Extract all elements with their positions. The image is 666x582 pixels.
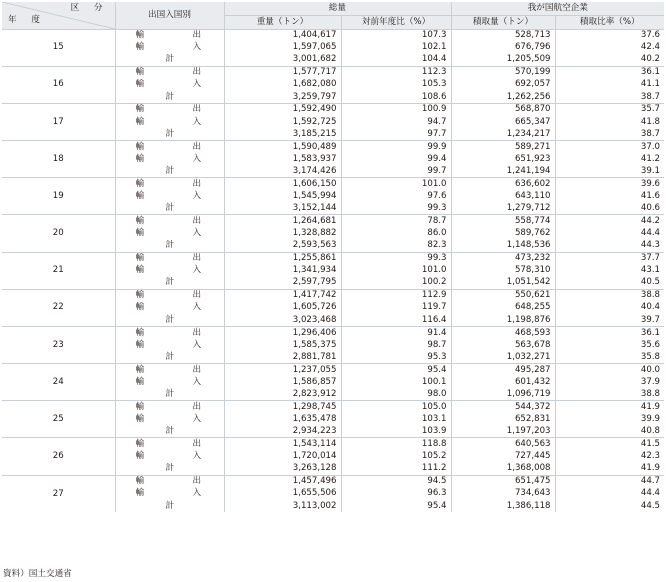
table-row [2,215,664,227]
weight-cell: 1,605,726 [224,302,341,314]
share-cell: 37.6 [555,29,664,41]
direction-label-first: 輸 [135,265,145,276]
weight-cell: 1,298,745 [224,401,341,413]
yoy-cell: 105.0 [341,401,451,413]
jp-weight-cell: 636,602 [451,178,555,190]
yoy-cell: 105.2 [341,450,451,462]
yoy-cell: 108.6 [341,91,451,103]
share-cell: 39.6 [555,178,664,190]
weight-cell: 2,823,912 [224,388,341,400]
year-cell: 15 [2,29,115,66]
direction-cell [115,54,224,66]
jp-weight-cell: 473,232 [451,252,555,264]
weight-cell: 3,001,682 [224,54,341,66]
weight-cell: 1,545,994 [224,190,341,202]
direction-total-label: 計 [165,314,175,325]
share-cell: 37.0 [555,141,664,153]
direction-label-second: 出 [192,364,202,375]
direction-cell [115,339,224,351]
direction-label-first: 輸 [135,414,145,424]
direction-label-second: 出 [192,290,202,301]
jp-weight-cell: 550,621 [451,289,555,301]
weight-cell: 3,152,144 [224,202,341,214]
direction-cell [115,364,224,376]
direction-cell [115,91,224,103]
weight-header: 重量（トン） [224,15,341,29]
share-cell: 39.1 [640,165,661,176]
jp-weight-cell: 1,386,118 [451,500,555,512]
yoy-cell: 91.4 [341,326,451,338]
share-cell: 38.8 [640,388,661,399]
jp-weight-cell: 643,110 [451,190,555,202]
jp-weight-cell: 1,368,008 [451,463,555,475]
share-cell: 44.7 [555,475,664,487]
direction-cell [115,314,224,326]
table-row [2,401,664,413]
jp-weight-cell: 589,271 [451,141,555,153]
direction-label-second: 入 [192,376,202,387]
yoy-cell: 100.2 [341,277,451,289]
direction-cell [115,165,224,177]
table-row [2,29,664,41]
weight-cell: 3,113,002 [224,500,341,512]
share-cell: 42.4 [640,42,661,53]
share-cell: 40.6 [640,203,661,214]
year-cell: 27 [2,475,115,512]
weight-cell: 1,264,681 [224,215,341,227]
direction-cell [115,326,224,338]
direction-label-second: 出 [192,104,202,115]
direction-total-label: 計 [165,351,175,362]
weight-cell: 1,328,882 [224,227,341,239]
weight-cell: 1,682,080 [224,79,341,91]
share-cell: 41.5 [555,438,664,450]
jp-weight-cell: 692,057 [451,79,555,91]
direction-label-second: 出 [192,30,202,41]
direction-label-first: 輸 [135,190,145,201]
direction-label-first: 輸 [135,439,145,450]
jp-weight-cell: 1,051,542 [451,277,555,289]
direction-header: 出国入国別 [115,2,224,29]
jp-weight-cell: 1,279,712 [451,202,555,214]
yoy-cell: 95.4 [341,364,451,376]
jp-weight-cell: 570,199 [451,66,555,78]
direction-label-first: 輸 [135,327,145,338]
yoy-cell: 97.7 [341,128,451,140]
direction-cell [115,289,224,301]
direction-label-first: 輸 [135,401,145,412]
weight-cell: 1,720,014 [224,450,341,462]
direction-cell [115,116,224,128]
share-cell: 38.8 [555,289,664,301]
yoy-header: 対前年度比（%） [341,15,451,29]
direction-label-second: 出 [192,327,202,338]
jp-weight-cell: 676,796 [451,41,555,53]
table-row [2,438,664,450]
direction-label-first: 輸 [135,290,145,301]
jp-weight-cell: 651,475 [451,475,555,487]
yoy-cell: 118.8 [341,438,451,450]
direction-cell [115,426,224,438]
yoy-cell: 111.2 [341,463,451,475]
jp-weight-cell: 528,713 [451,29,555,41]
direction-cell [115,79,224,91]
yoy-cell: 100.1 [341,376,451,388]
direction-label-first: 輸 [135,488,145,499]
yoy-cell: 112.3 [341,66,451,78]
share-cell: 38.7 [640,91,661,102]
direction-label-first: 輸 [135,42,145,53]
share-cell: 35.7 [555,103,664,115]
direction-label-second: 出 [192,476,202,487]
direction-label-first: 輸 [135,178,145,189]
share-cell: 41.6 [640,190,661,201]
share-cell: 35.8 [640,351,661,362]
yoy-cell: 116.4 [341,314,451,326]
direction-cell [115,103,224,115]
yoy-cell: 102.1 [341,41,451,53]
weight-cell: 1,417,742 [224,289,341,301]
direction-cell [115,240,224,252]
direction-cell [115,66,224,78]
yoy-cell: 99.3 [341,252,451,264]
year-cell: 25 [2,401,115,438]
direction-label-first: 輸 [135,339,145,350]
weight-cell: 1,296,406 [224,326,341,338]
table-row [2,326,664,338]
yoy-cell: 97.6 [341,190,451,202]
direction-cell [115,215,224,227]
share-cell: 44.5 [640,500,661,511]
direction-label-first: 輸 [135,228,145,239]
direction-label-second: 入 [192,228,202,239]
weight-cell: 3,174,426 [224,165,341,177]
year-cell: 24 [2,364,115,401]
yoy-cell: 101.0 [341,264,451,276]
share-cell: 44.2 [555,215,664,227]
direction-total-label: 計 [165,203,175,214]
direction-cell [115,128,224,140]
year-cell: 22 [2,289,115,326]
yoy-cell: 94.7 [341,116,451,128]
weight-cell: 1,457,496 [224,475,341,487]
direction-cell [115,376,224,388]
yoy-cell: 104.4 [341,54,451,66]
jp-weight-cell: 495,287 [451,364,555,376]
direction-cell [115,227,224,239]
yoy-cell: 103.1 [341,413,451,425]
direction-label-first: 輸 [135,30,145,41]
direction-cell [115,141,224,153]
weight-cell: 3,185,215 [224,128,341,140]
jp-carrier-group-header: 我が国航空企業 [451,2,664,15]
yoy-cell: 98.7 [341,339,451,351]
direction-cell [115,153,224,165]
year-cell: 23 [2,326,115,363]
weight-cell: 1,585,375 [224,339,341,351]
direction-label-second: 出 [192,401,202,412]
direction-label-second: 入 [192,414,202,424]
jp-weight-cell: 640,563 [451,438,555,450]
share-cell: 41.2 [640,153,661,164]
yoy-cell: 86.0 [341,227,451,239]
kubun-label: 区 分 [70,3,109,13]
direction-label-second: 入 [192,190,202,201]
direction-label-first: 輸 [135,253,145,264]
direction-total-label: 計 [165,240,175,251]
share-cell: 36.1 [555,326,664,338]
share-cell: 40.5 [640,277,661,288]
direction-label-second: 出 [192,141,202,152]
direction-total-label: 計 [165,500,175,511]
jp-weight-cell: 558,774 [451,215,555,227]
weight-cell: 2,881,781 [224,351,341,363]
weight-cell: 1,577,717 [224,66,341,78]
weight-cell: 1,592,490 [224,103,341,115]
yoy-cell: 99.4 [341,153,451,165]
direction-label-second: 入 [192,451,202,462]
year-cell: 20 [2,215,115,252]
direction-total-label: 計 [165,128,175,139]
direction-label-first: 輸 [135,216,145,226]
year-cell: 21 [2,252,115,289]
share-cell: 37.7 [555,252,664,264]
direction-label-first: 輸 [135,302,145,313]
jp-weight-cell: 1,096,719 [451,388,555,400]
direction-cell [115,413,224,425]
share-cell: 40.4 [640,302,661,313]
share-cell: 36.1 [555,66,664,78]
direction-label-second: 出 [192,216,202,226]
jp-weight-cell: 563,678 [451,339,555,351]
direction-cell [115,264,224,276]
yoy-cell: 78.7 [341,215,451,227]
share-cell: 40.2 [640,54,661,65]
direction-label-first: 輸 [135,364,145,375]
yoy-cell: 95.3 [341,351,451,363]
direction-label-first: 輸 [135,67,145,78]
table-row [2,103,664,115]
direction-label-second: 入 [192,79,202,90]
jp-weight-cell: 468,593 [451,326,555,338]
cargo-table [2,2,664,512]
table-row [2,178,664,190]
direction-cell [115,252,224,264]
direction-total-label: 計 [165,91,175,102]
share-cell: 44.3 [640,240,661,251]
year-cell: 19 [2,178,115,215]
share-cell: 39.9 [640,414,661,424]
direction-label-second: 入 [192,488,202,499]
direction-label-first: 輸 [135,376,145,387]
yoy-cell: 100.9 [341,103,451,115]
jp-weight-cell: 1,234,217 [451,128,555,140]
corner-header-cell [2,2,115,29]
jp-weight-cell: 544,372 [451,401,555,413]
direction-cell [115,202,224,214]
direction-cell [115,178,224,190]
direction-label-second: 出 [192,67,202,78]
yoy-cell: 94.5 [341,475,451,487]
direction-cell [115,302,224,314]
direction-cell [115,277,224,289]
jp-weight-cell: 727,445 [451,450,555,462]
weight-cell: 1,635,478 [224,413,341,425]
share-cell: 40.8 [640,426,661,437]
direction-label-second: 出 [192,253,202,264]
table-row [2,475,664,487]
direction-label-first: 輸 [135,476,145,487]
jp-weight-cell: 1,198,876 [451,314,555,326]
direction-label-second: 入 [192,302,202,313]
direction-label-first: 輸 [135,116,145,127]
year-cell: 17 [2,103,115,140]
direction-total-label: 計 [165,277,175,288]
weight-cell: 2,597,795 [224,277,341,289]
direction-label-first: 輸 [135,141,145,152]
weight-cell: 2,934,223 [224,426,341,438]
share-cell: 41.9 [640,463,661,474]
weight-cell: 1,237,055 [224,364,341,376]
yoy-cell: 101.0 [341,178,451,190]
direction-label-second: 出 [192,439,202,450]
weight-cell: 1,606,150 [224,178,341,190]
weight-cell: 1,255,861 [224,252,341,264]
yoy-cell: 96.3 [341,487,451,499]
source-note: 資料）国土交通省 [3,569,72,579]
direction-cell [115,388,224,400]
direction-label-first: 輸 [135,79,145,90]
direction-label-second: 入 [192,265,202,276]
table-row [2,252,664,264]
table-row [2,289,664,301]
direction-cell [115,29,224,41]
table-row [2,141,664,153]
share-cell: 39.7 [640,314,661,325]
jp-weight-cell: 648,255 [451,302,555,314]
yoy-cell: 103.9 [341,426,451,438]
jp-weight-cell: 1,241,194 [451,165,555,177]
yoy-cell: 105.3 [341,79,451,91]
jp-weight-cell: 651,923 [451,153,555,165]
weight-cell: 3,259,797 [224,91,341,103]
yoy-cell: 119.7 [341,302,451,314]
share-cell: 44.4 [640,488,661,499]
jp-weight-cell: 601,432 [451,376,555,388]
share-cell: 35.6 [640,339,661,350]
weight-cell: 3,263,128 [224,463,341,475]
jp-weight-cell: 734,643 [451,487,555,499]
share-cell: 41.1 [640,79,661,90]
direction-label-second: 出 [192,178,202,189]
direction-cell [115,450,224,462]
weight-cell: 1,592,725 [224,116,341,128]
weight-cell: 3,023,468 [224,314,341,326]
direction-label-first: 輸 [135,153,145,164]
direction-label-second: 入 [192,339,202,350]
jp-weight-header: 積取量（トン） [451,15,555,29]
weight-cell: 1,404,617 [224,29,341,41]
jp-weight-cell: 1,032,271 [451,351,555,363]
table-row [2,66,664,78]
direction-cell [115,41,224,53]
share-cell: 41.9 [555,401,664,413]
yoy-cell: 107.3 [341,29,451,41]
share-cell: 41.8 [640,116,661,127]
share-cell: 37.9 [640,376,661,387]
direction-cell [115,475,224,487]
direction-cell [115,438,224,450]
share-header: 積取比率（%） [555,15,664,29]
jp-weight-cell: 1,148,536 [451,240,555,252]
direction-cell [115,487,224,499]
weight-cell: 1,583,937 [224,153,341,165]
jp-weight-cell: 1,262,256 [451,91,555,103]
share-cell: 43.1 [640,265,661,276]
yoy-cell: 99.3 [341,202,451,214]
direction-label-second: 入 [192,42,202,53]
jp-weight-cell: 652,831 [451,413,555,425]
direction-label-second: 入 [192,116,202,127]
jp-weight-cell: 1,205,509 [451,54,555,66]
jp-weight-cell: 589,762 [451,227,555,239]
jp-weight-cell: 1,197,203 [451,426,555,438]
yoy-cell: 99.9 [341,141,451,153]
direction-total-label: 計 [165,426,175,437]
direction-label-second: 入 [192,153,202,164]
yoy-cell: 99.7 [341,165,451,177]
yoy-cell: 112.9 [341,289,451,301]
table-row [2,364,664,376]
weight-cell: 1,597,065 [224,41,341,53]
direction-total-label: 計 [165,463,175,474]
jp-weight-cell: 665,347 [451,116,555,128]
table-body [2,29,664,512]
weight-cell: 2,593,563 [224,240,341,252]
total-group-header: 総量 [224,2,451,15]
year-cell: 18 [2,141,115,178]
direction-total-label: 計 [165,388,175,399]
share-cell: 38.7 [640,128,661,139]
share-cell: 42.3 [640,451,661,462]
jp-weight-cell: 578,310 [451,264,555,276]
direction-cell [115,500,224,512]
weight-cell: 1,586,857 [224,376,341,388]
yoy-cell: 82.3 [341,240,451,252]
nendo-label: 年 度 [8,14,46,25]
direction-label-first: 輸 [135,104,145,115]
share-cell: 44.4 [640,228,661,239]
weight-cell: 1,655,506 [224,487,341,499]
share-cell: 40.0 [555,364,664,376]
direction-cell [115,190,224,202]
direction-total-label: 計 [165,54,175,65]
jp-weight-cell: 568,870 [451,103,555,115]
weight-cell: 1,543,114 [224,438,341,450]
yoy-cell: 95.4 [341,500,451,512]
yoy-cell: 98.0 [341,388,451,400]
direction-cell [115,351,224,363]
direction-label-first: 輸 [135,451,145,462]
year-cell: 26 [2,438,115,475]
year-cell: 16 [2,66,115,103]
direction-cell [115,463,224,475]
weight-cell: 1,341,934 [224,264,341,276]
weight-cell: 1,590,489 [224,141,341,153]
direction-cell [115,401,224,413]
direction-total-label: 計 [165,165,175,176]
